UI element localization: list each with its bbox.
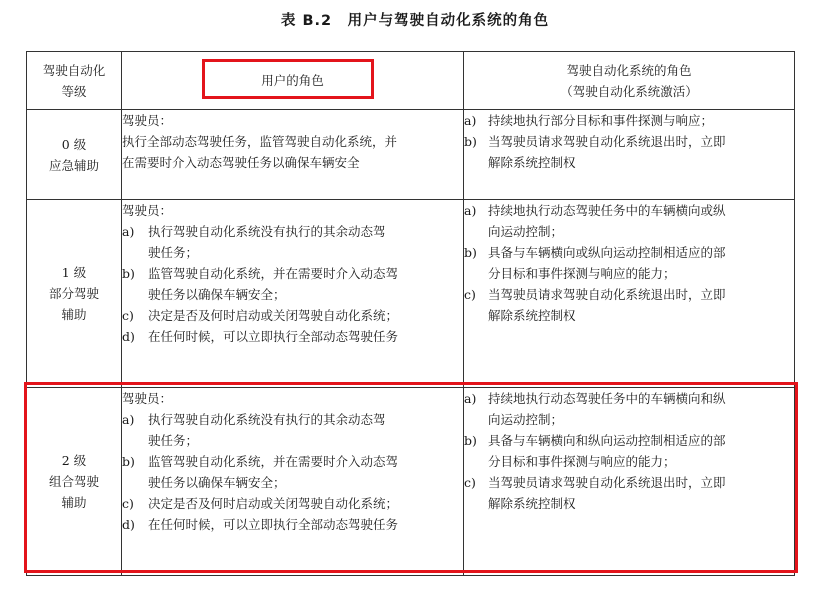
user-role-cell [122, 200, 464, 388]
item-text: 当驾驶员请求驾驶自动化系统退出时，立即 [488, 287, 726, 302]
user-role-lead: 驾驶员： [122, 113, 173, 128]
user-role-cell [122, 110, 464, 200]
level-name: 部分驾驶 [48, 286, 99, 301]
list-item [122, 263, 463, 305]
item-marker: d) [122, 517, 135, 532]
list-item [464, 131, 794, 173]
item-text: 持续地执行部分目标和事件探测与响应； [488, 113, 714, 128]
table-row [27, 200, 795, 388]
list-item [464, 110, 794, 131]
item-text-cont: 解除系统控制权 [488, 155, 576, 170]
item-text: 当驾驶员请求驾驶自动化系统退出时，立即 [488, 475, 726, 490]
table-row [27, 110, 795, 200]
level-number: 0 级 [61, 136, 87, 152]
item-text: 在任何时候，可以立即执行全部动态驾驶任务 [148, 329, 399, 344]
level-name: 组合驾驶 [48, 474, 99, 489]
level-cell [27, 110, 122, 200]
item-marker: a) [122, 224, 135, 239]
system-role-cell [464, 200, 795, 388]
item-marker: c) [464, 475, 476, 490]
header-system-role-line2: （驾驶自动化系统激活） [560, 83, 698, 99]
item-text-cont: 驶任务； [148, 433, 199, 448]
item-marker: c) [464, 287, 476, 302]
item-text: 决定是否及何时启动或关闭驾驶自动化系统； [148, 496, 399, 511]
item-text: 执行驾驶自动化系统没有执行的其余动态驾 [148, 412, 386, 427]
item-text-cont: 解除系统控制权 [488, 308, 576, 323]
item-marker: b) [464, 245, 477, 260]
item-text-cont: 分目标和事件探测与响应的能力； [488, 454, 676, 469]
item-text: 具备与车辆横向或纵向运动控制相适应的部 [488, 245, 726, 260]
item-marker: a) [122, 412, 135, 427]
item-text: 监管驾驶自动化系统，并在需要时介入动态驾 [148, 266, 399, 281]
header-row [27, 52, 795, 110]
item-text-cont: 驶任务； [148, 245, 199, 260]
list-item [122, 305, 463, 326]
level-number: 2 级 [61, 453, 87, 468]
list-item [464, 242, 794, 284]
highlight-box-user-role-header [202, 59, 374, 99]
level-name: 应急辅助 [48, 157, 99, 173]
item-text: 监管驾驶自动化系统，并在需要时介入动态驾 [148, 454, 399, 469]
item-marker: b) [122, 454, 135, 469]
header-system-role [464, 52, 795, 110]
item-marker: a) [464, 203, 477, 218]
header-user-role-label: 用户的角色 [261, 73, 324, 88]
item-text-cont: 分目标和事件探测与响应的能力； [488, 266, 676, 281]
item-text: 当驾驶员请求驾驶自动化系统退出时，立即 [488, 134, 726, 149]
item-marker: a) [464, 113, 477, 128]
level-name-cont: 辅助 [61, 307, 87, 322]
list-item [122, 326, 463, 347]
item-text-cont: 向运动控制； [488, 224, 564, 239]
item-text: 具备与车辆横向和纵向运动控制相适应的部 [488, 433, 726, 448]
user-role-lead: 驾驶员： [122, 203, 173, 218]
item-text: 持续地执行动态驾驶任务中的车辆横向或纵 [488, 203, 726, 218]
list-item [464, 284, 794, 326]
item-text: 持续地执行动态驾驶任务中的车辆横向和纵 [488, 391, 726, 406]
item-text: 执行驾驶自动化系统没有执行的其余动态驾 [148, 224, 386, 239]
header-system-role-line1: 驾驶自动化系统的角色 [566, 62, 692, 78]
item-text-cont: 驶任务以确保车辆安全； [148, 475, 286, 490]
level-name-cont: 辅助 [61, 495, 87, 510]
item-marker: c) [122, 496, 134, 511]
item-text-cont: 解除系统控制权 [488, 496, 576, 511]
item-marker: b) [464, 134, 477, 149]
user-role-text-line2: 在需要时介入动态驾驶任务以确保车辆安全 [122, 155, 360, 170]
item-text: 在任何时候，可以立即执行全部动态驾驶任务 [148, 517, 399, 532]
user-role-text-line1: 执行全部动态驾驶任务，监管驾驶自动化系统，并 [122, 134, 398, 149]
table-title: 表 B.2 用户与驾驶自动化系统的角色 [280, 13, 550, 29]
user-role-lead: 驾驶员： [122, 391, 173, 406]
item-text-cont: 驶任务以确保车辆安全； [148, 287, 286, 302]
item-marker: d) [122, 329, 135, 344]
level-number: 1 级 [61, 265, 87, 280]
item-marker: c) [122, 308, 134, 323]
item-marker: b) [464, 433, 477, 448]
list-item [122, 221, 463, 263]
list-item [464, 200, 794, 242]
system-role-cell [464, 110, 795, 200]
highlight-box-level-2-row [24, 382, 798, 573]
header-level-line2: 等级 [61, 83, 87, 99]
header-level-line1: 驾驶自动化 [42, 62, 106, 78]
level-cell [27, 200, 122, 388]
item-marker: b) [122, 266, 135, 281]
item-marker: a) [464, 391, 477, 406]
item-text: 决定是否及何时启动或关闭驾驶自动化系统； [148, 308, 399, 323]
header-level [27, 52, 122, 110]
item-text-cont: 向运动控制； [488, 412, 564, 427]
